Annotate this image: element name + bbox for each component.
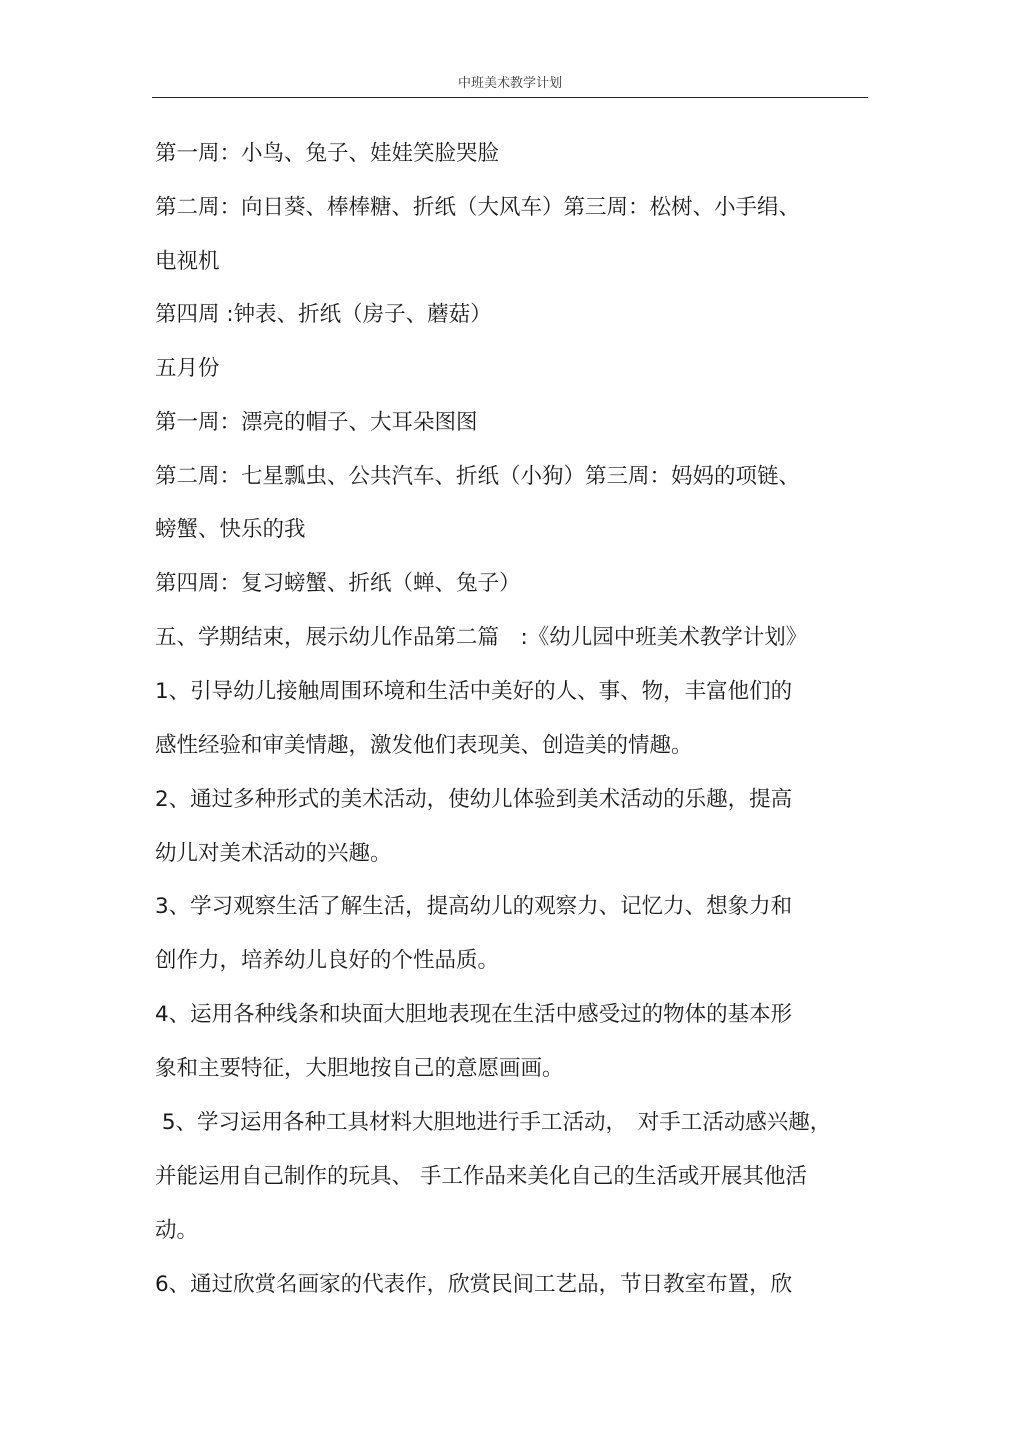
text-line: 螃蟹、快乐的我 [155,517,306,542]
text-line: 五、学期结束，展示幼儿作品第二篇 :《幼儿园中班美术教学计划》 [155,625,808,650]
text-line: 3、学习观察生活了解生活，提高幼儿的观察力、记忆力、想象力和 [155,894,793,919]
text-line: 第二周：七星瓢虫、公共汽车、折纸（小狗）第三周：妈妈的项链、 [155,464,801,489]
text-line: 幼儿对美术活动的兴趣。 [155,841,392,866]
header-divider [152,97,868,98]
text-line: 创作力，培养幼儿良好的个性品质。 [155,948,500,973]
text-line: 第一周：小鸟、兔子、娃娃笑脸哭脸 [155,141,500,166]
text-line: 第一周：漂亮的帽子、大耳朵图图 [155,410,478,435]
text-line: 4、运用各种线条和块面大胆地表现在生活中感受过的物体的基本形 [155,1002,793,1027]
text-line: 象和主要特征，大胆地按自己的意愿画画。 [155,1056,564,1081]
text-line: 并能运用自己制作的玩具、 手工作品来美化自己的生活或开展其他活 [155,1164,807,1189]
page-header-title: 中班美术教学计划 [457,76,562,91]
text-line: 1、引导幼儿接触周围环境和生活中美好的人、事、物，丰富他们的 [155,679,793,704]
text-line: 第二周：向日葵、棒棒糖、折纸（大风车）第三周：松树、小手绢、 [155,195,801,220]
text-line: 感性经验和审美情趣，激发他们表现美、创造美的情趣。 [155,733,693,758]
text-line: 电视机 [155,249,220,274]
text-line: 第四周：复习螃蟹、折纸（蝉、兔子） [155,571,521,596]
text-line: 6、通过欣赏名画家的代表作，欣赏民间工艺品，节日教室布置，欣 [155,1272,793,1297]
text-line: 动。 [155,1218,199,1243]
text-line: 5、学习运用各种工具材料大胆地进行手工活动， 对手工活动感兴趣， [155,1110,832,1135]
text-line: 五月份 [155,356,220,381]
text-line: 第四周 :钟表、折纸（房子、蘑菇） [155,302,492,327]
text-line: 2、通过多种形式的美术活动，使幼儿体验到美术活动的乐趣，提高 [155,787,793,812]
